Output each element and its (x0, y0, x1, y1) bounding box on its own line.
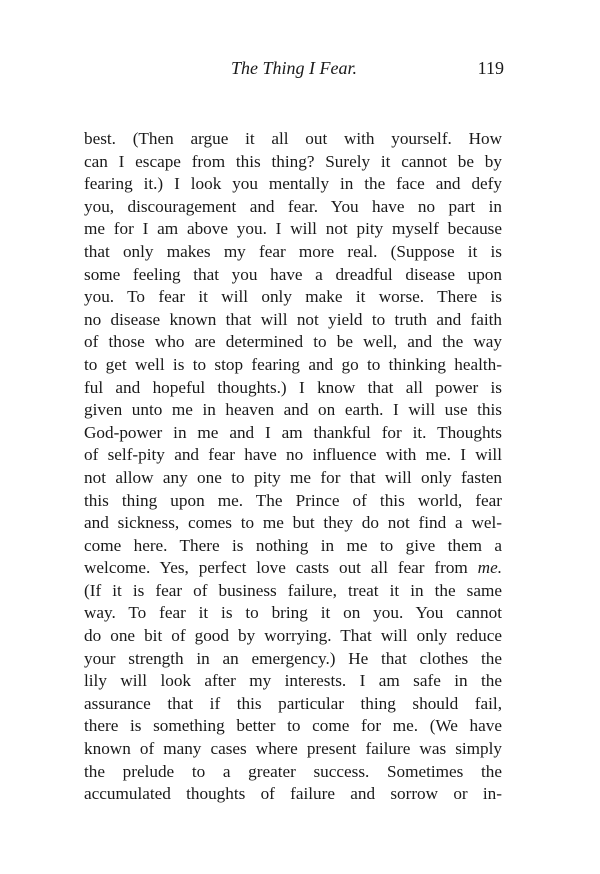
text-line: best. (Then argue it all out with yourself. How (84, 129, 502, 148)
page-number: 119 (477, 58, 504, 78)
text-line: fearing it.) I look you mentally in the face and defy (84, 174, 502, 194)
text-line: of self-pity and fear have no influence with me. I will (84, 445, 502, 465)
text-line: you. To fear it will only make it worse. There is (84, 287, 502, 307)
text-line-main: welcome. Yes, perfect love casts out all fear from (84, 558, 468, 578)
text-line: not allow any one to pity me for that will only fasten (84, 467, 502, 487)
text-line: you, discouragement and fear. You have no part in (84, 196, 502, 216)
text-line: me for I am above you. I will not pity myself because (84, 219, 502, 239)
text-line: and sickness, comes to me but they do not find a wel- (84, 513, 502, 533)
text-line: the prelude to a greater success. Sometimes the (84, 761, 502, 781)
text-line: way. To fear it is to bring it on you. You cannot (84, 603, 502, 623)
italic-emphasis: me. (477, 558, 502, 578)
text-line: known of many cases where present failure was simply (84, 739, 502, 759)
running-title: The Thing I Fear. (231, 58, 357, 78)
text-line: some feeling that you have a dreadful disease upon (84, 264, 502, 284)
text-line: this thing upon me. The Prince of this world, fear (84, 490, 502, 510)
text-line: your strength in an emergency.) He that clothes the (84, 648, 502, 668)
text-line: come here. There is nothing in me to give them a (84, 535, 502, 555)
text-line: of those who are determined to be well, and the way (84, 332, 502, 352)
text-line: lily will look after my interests. I am safe in the (84, 671, 502, 691)
text-line: God-power in me and I am thankful for it. Thoughts (84, 422, 502, 442)
text-line: can I escape from this thing? Surely it cannot be by (84, 151, 502, 171)
text-line: assurance that if this particular thing should fail, (84, 693, 502, 713)
text-line: (If it is fear of business failure, treat it in the same (84, 580, 502, 600)
text-line: that only makes my fear more real. (Suppose it is (84, 241, 502, 261)
text-line (84, 557, 502, 580)
text-line: do one bit of good by worrying. That will only reduce (84, 626, 502, 646)
text-line: given unto me in heaven and on earth. I will use this (84, 400, 502, 420)
text-line: no disease known that will not yield to truth and faith (84, 309, 502, 329)
running-header (84, 58, 504, 84)
text-line: there is something better to come for me. (We have (84, 716, 502, 736)
body-text (84, 128, 502, 806)
text-line: ful and hopeful thoughts.) I know that all power is (84, 377, 502, 397)
text-line: accumulated thoughts of failure and sorrow or in- (84, 784, 502, 804)
text-line: to get well is to stop fearing and go to thinking health- (84, 354, 502, 374)
